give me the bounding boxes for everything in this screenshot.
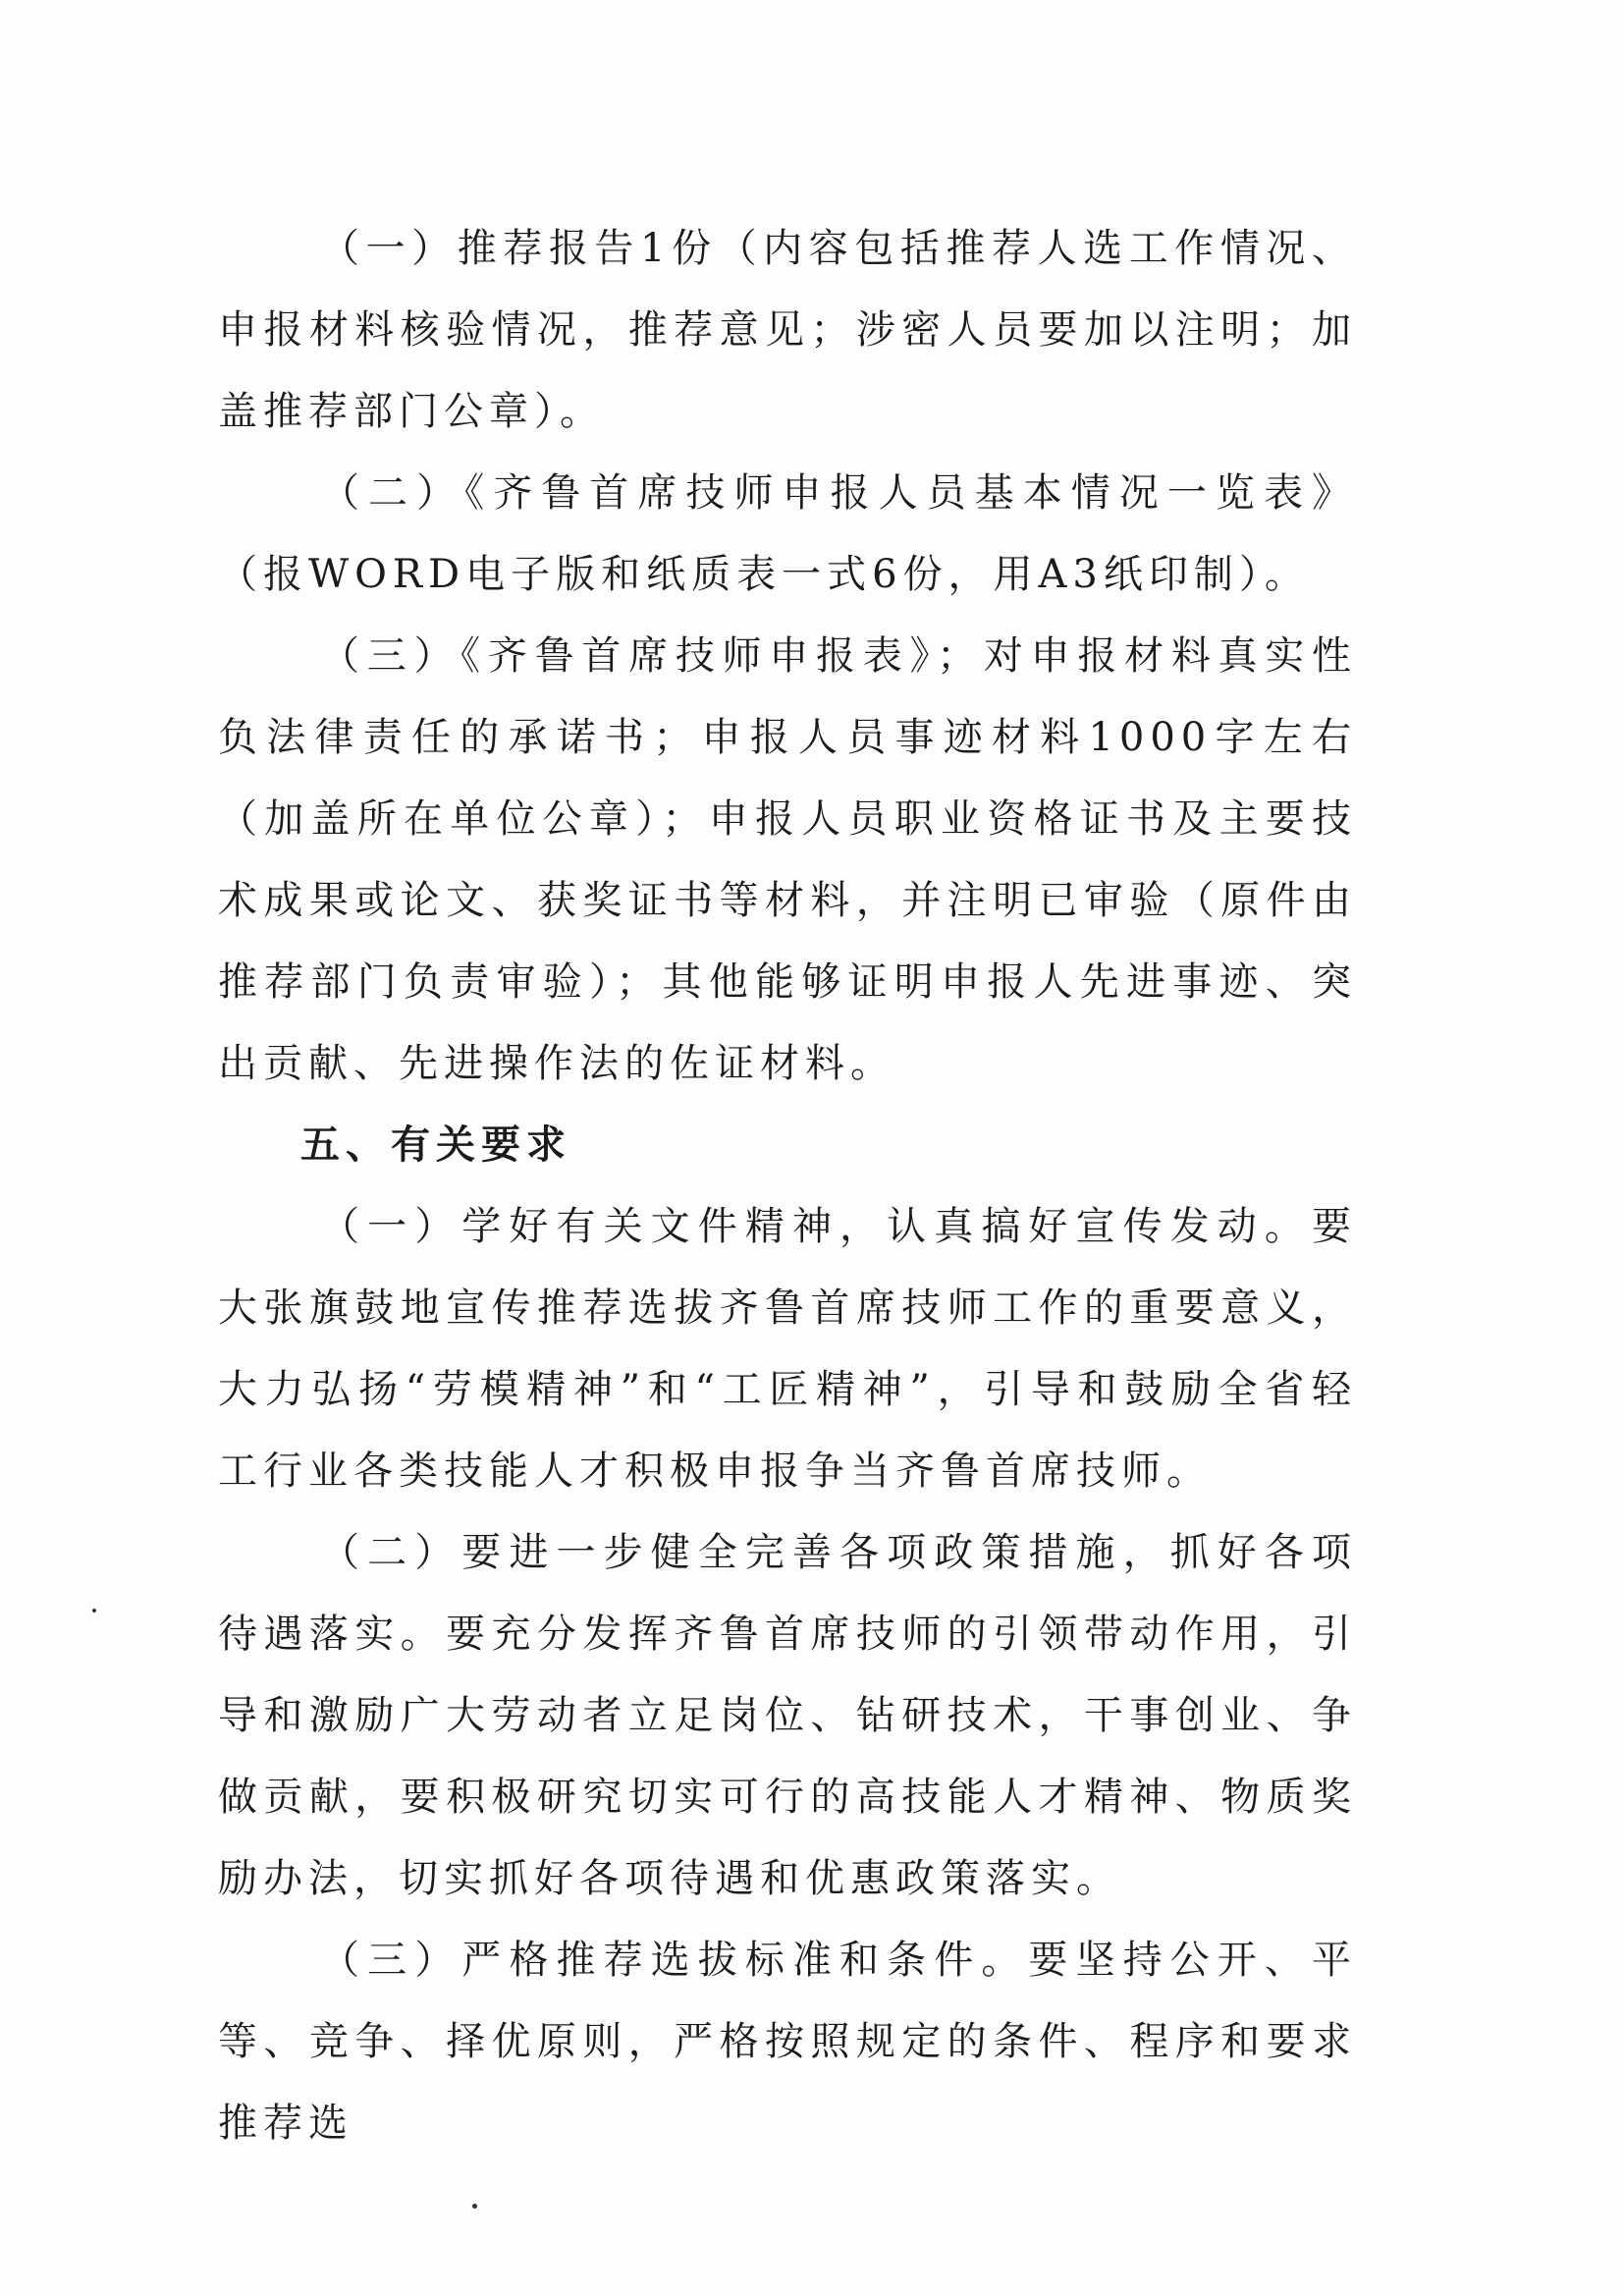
paragraph-recommendation-report: （一）推荐报告1份（内容包括推荐人选工作情况、申报材料核验情况，推荐意见；涉密人员要加以注明；加盖推荐部门公章）。 — [218, 226, 1357, 434]
paragraph-requirement-2: （二）要进一步健全完善各项政策措施，抓好各项待遇落实。要充分发挥齐鲁首席技师的引领带动作用，引导和激励广大劳动者立足岗位、钻研技术，干事创业、争做贡献，要积极研究切实可行的高技能人才精神、物质奖励办法，切实抓好各项待遇和优惠政策落实。 — [218, 1530, 1357, 1901]
section-heading-requirements: 五、有关要求 — [300, 1122, 571, 1168]
paragraph-overview-table: （二）《齐鲁首席技师申报人员基本情况一览表》（报WORD电子版和纸质表一式6份，用A3纸印制）。 — [218, 470, 1357, 597]
scan-speck — [472, 2204, 477, 2209]
scan-speck — [92, 1609, 96, 1613]
document-body — [218, 208, 1357, 2164]
paragraph-requirement-3: （三）严格推荐选拔标准和条件。要坚持公开、平等、竞争、择优原则，严格按照规定的条件、程序和要求推荐选 — [218, 1938, 1357, 2146]
paragraph-requirement-1: （一）学好有关文件精神，认真搞好宣传发动。要大张旗鼓地宣传推荐选拔齐鲁首席技师工作的重要意义，大力弘扬“劳模精神”和“工匠精神”，引导和鼓励全省轻工行业各类技能人才积极申报争当齐鲁首席技师。 — [218, 1204, 1357, 1494]
paragraph-application-form: （三）《齐鲁首席技师申报表》；对申报材料真实性负法律责任的承诺书；申报人员事迹材料1000字左右（加盖所在单位公章）；申报人员职业资格证书及主要技术成果或论文、获奖证书等材料，并注明已审验（原件由推荐部门负责审验）；其他能够证明申报人先进事迹、突出贡献、先进操作法的佐证材料。 — [218, 633, 1357, 1086]
